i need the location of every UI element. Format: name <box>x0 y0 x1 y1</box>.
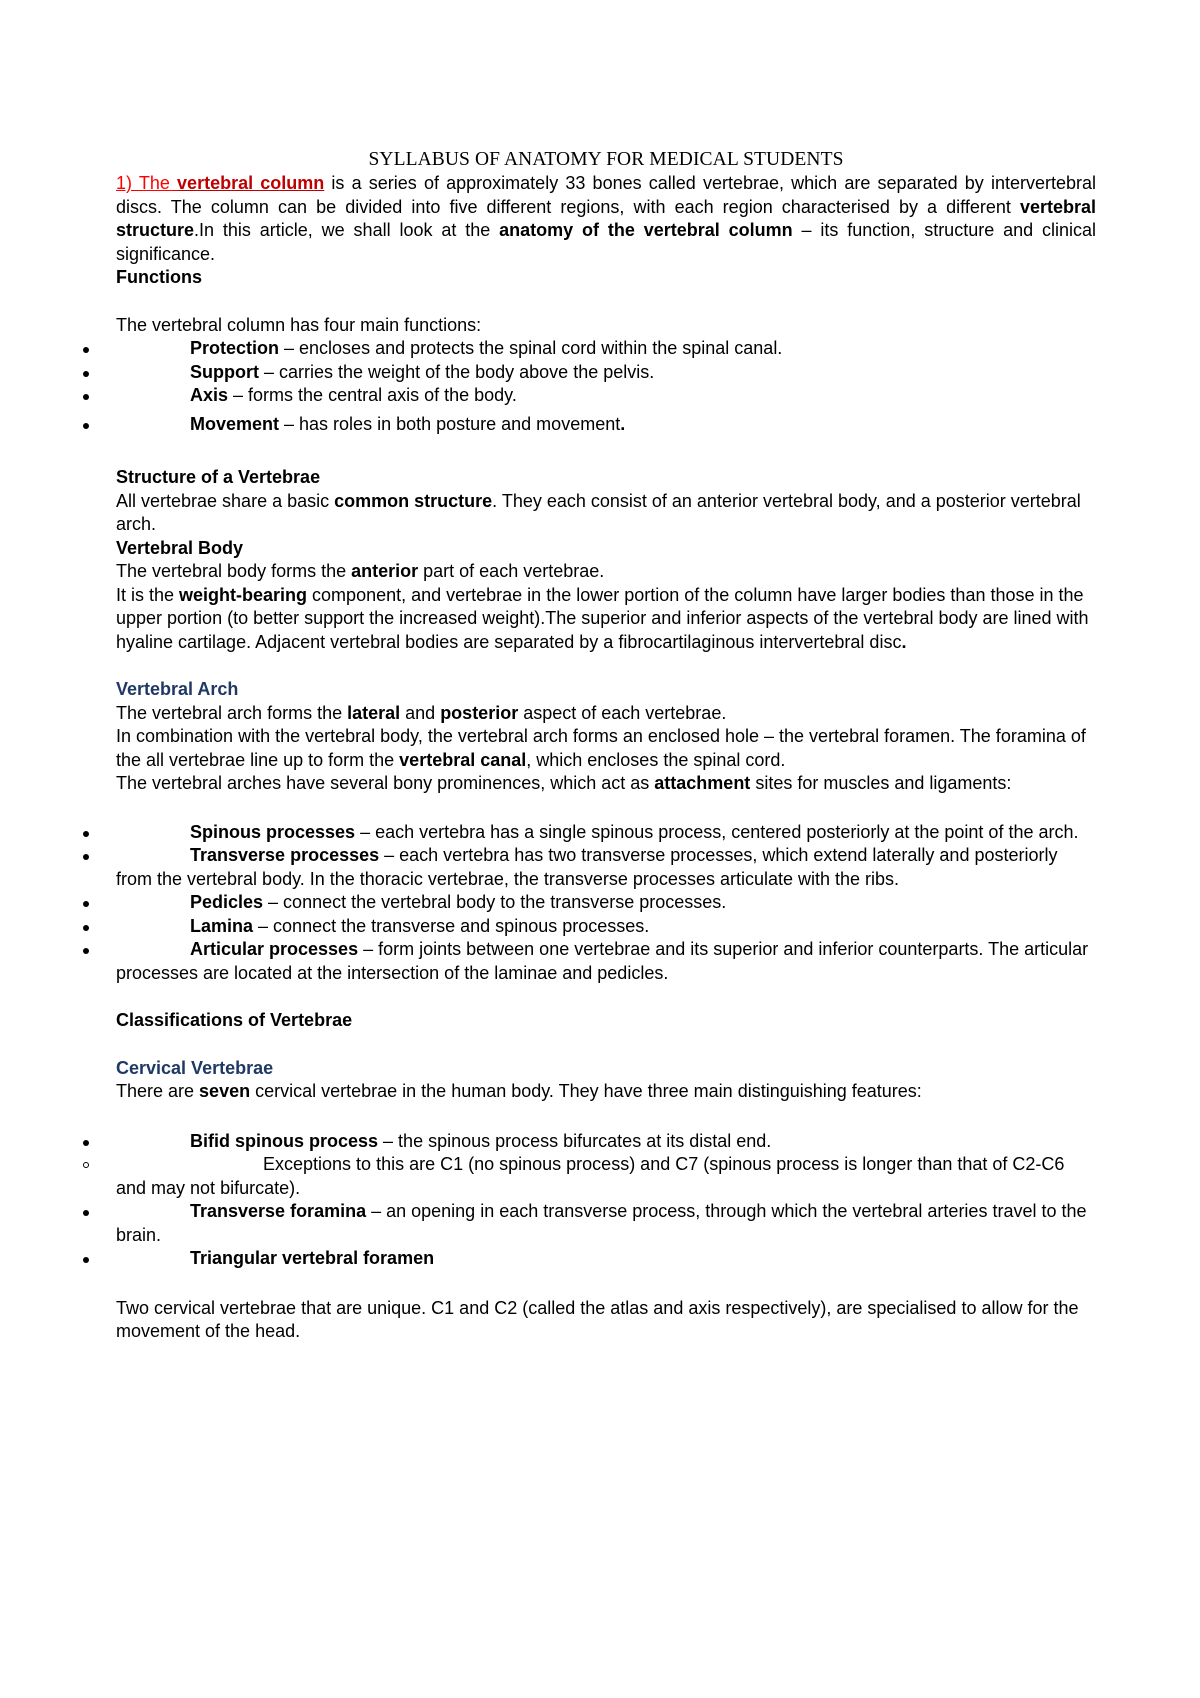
text: cervical vertebrae in the human body. They have three main distinguishing features: <box>250 1081 922 1101</box>
item-text: – forms the central axis of the body. <box>228 385 517 405</box>
item-text: Exceptions to this are C1 (no spinous process) and C7 (spinous process is longer than that of C2-C6 and may not bifurcate). <box>116 1154 1065 1198</box>
item-text: – the spinous process bifurcates at its distal end. <box>378 1130 772 1151</box>
text: , which encloses the spinal cord. <box>526 749 786 770</box>
cervical-heading: Cervical Vertebrae <box>116 1057 274 1078</box>
functions-heading: Functions <box>116 267 202 287</box>
bold-text: posterior <box>440 702 519 723</box>
bold-text: anterior <box>351 561 419 581</box>
item-text: – has roles in both posture and movement <box>279 413 621 434</box>
spacer <box>116 1271 1096 1297</box>
item-term: Support <box>190 361 259 382</box>
spacer <box>116 1104 1096 1130</box>
text: The vertebral arches have several bony prominences, which act as <box>116 773 655 793</box>
item-end: . <box>620 413 626 434</box>
text: The vertebral arch forms the <box>116 702 348 723</box>
item-term: Triangular vertebral foramen <box>190 1248 435 1268</box>
item-term: Protection <box>190 338 280 358</box>
item-text: – an opening in each transverse process, through which the vertebral arteries travel to the brain. <box>116 1201 1087 1245</box>
intro-text-3: – its function, structure and clinical significance. <box>116 220 1096 264</box>
structure-bold-1: common structure <box>334 490 493 511</box>
cervical-closing-paragraph: Two cervical vertebrae that are unique. C1 and C2 (called the atlas and axis respectively), are specialised to allow for the movement of the head. <box>116 1297 1079 1341</box>
list-item <box>116 413 1096 437</box>
text: There are <box>116 1081 200 1101</box>
intro-term: vertebral column <box>177 173 325 193</box>
spacer <box>116 654 1096 678</box>
body-paragraph-1 <box>116 560 1096 584</box>
item-term: Axis <box>190 385 229 405</box>
classifications-heading: Classifications of Vertebrae <box>116 1010 353 1030</box>
functions-lead: The vertebral column has four main functions: <box>116 314 482 335</box>
list-item <box>116 361 1096 385</box>
list-item <box>116 1247 1096 1271</box>
spacer <box>116 985 1096 1009</box>
text: part of each vertebrae. <box>418 561 605 581</box>
intro-number: 1) The <box>116 173 178 193</box>
functions-list <box>116 337 1096 436</box>
list-item <box>116 1130 1096 1154</box>
intro-bold-1: vertebral structure <box>116 196 1096 240</box>
arch-heading: Vertebral Arch <box>116 679 239 699</box>
bold-text: vertebral canal <box>399 749 527 770</box>
item-term: Transverse foramina <box>190 1201 367 1221</box>
item-term: Movement <box>190 413 280 434</box>
structure-text-2: . They each consist of an anterior vertebral body, and a posterior vertebral arch. <box>116 490 1081 534</box>
item-text: – form joints between one vertebrae and its superior and inferior counterparts. The articular processes are located at the intersection of the laminae and pedicles. <box>116 939 1089 983</box>
item-text: – connect the vertebral body to the transverse processes. <box>263 892 727 912</box>
arch-paragraph-2 <box>116 725 1096 772</box>
document-content <box>116 148 1096 1344</box>
bold-text: . <box>901 631 907 652</box>
text: component, and vertebrae in the lower portion of the column have larger bodies than those in the upper portion (to better support the increased weight).The superior and inferior aspects of the vertebral body are lined with hyaline cartilage. Adjacent vertebral bodies are separated by a fibrocartilaginous intervertebral disc <box>116 584 1089 652</box>
item-term: Articular processes <box>190 939 359 959</box>
structure-heading: Structure of a Vertebrae <box>116 467 321 487</box>
arch-paragraph-1 <box>116 702 1096 726</box>
text: and <box>400 702 441 723</box>
item-text: – encloses and protects the spinal cord within the spinal canal. <box>279 338 783 358</box>
list-item <box>116 891 1096 915</box>
text: The vertebral body forms the <box>116 561 352 581</box>
body-heading: Vertebral Body <box>116 537 244 558</box>
item-term: Lamina <box>190 915 254 936</box>
structure-paragraph <box>116 490 1096 537</box>
spacer <box>116 436 1096 466</box>
item-term: Bifid spinous process <box>190 1130 379 1151</box>
spacer <box>116 1033 1096 1057</box>
cervical-paragraph <box>116 1080 1096 1104</box>
text: It is the <box>116 584 180 605</box>
bold-text: seven <box>199 1081 251 1101</box>
intro-text-1: is a series of approximately 33 bones called vertebrae, which are separated by intervertebral discs. The column can be divided into five different regions, with each region characterised by a different <box>116 173 1097 217</box>
list-item <box>116 384 1096 408</box>
text: sites for muscles and ligaments: <box>750 773 1012 793</box>
intro-text-2: .In this article, we shall look at the <box>194 220 500 240</box>
bold-text: weight-bearing <box>179 584 308 605</box>
list-item <box>116 844 1096 891</box>
bold-text: attachment <box>654 773 751 793</box>
item-text: – connect the transverse and spinous processes. <box>253 915 650 936</box>
text: aspect of each vertebrae. <box>518 702 727 723</box>
item-term: Transverse processes <box>190 845 380 865</box>
list-item <box>116 915 1096 939</box>
structure-text-1: All vertebrae share a basic <box>116 490 335 511</box>
item-term: Spinous processes <box>190 821 356 842</box>
intro-bold-2: anatomy of the vertebral column <box>499 220 793 240</box>
list-item <box>116 337 1096 361</box>
arch-paragraph-3 <box>116 772 1096 796</box>
item-term: Pedicles <box>190 892 264 912</box>
spacer <box>116 290 1096 314</box>
item-text: – each vertebra has a single spinous process, centered posteriorly at the point of the arch. <box>355 821 1079 842</box>
body-paragraph-2 <box>116 584 1096 655</box>
list-item <box>116 1200 1096 1247</box>
cervical-features-list <box>116 1130 1096 1271</box>
arch-processes-list <box>116 821 1096 986</box>
list-item <box>116 938 1096 985</box>
item-text: – each vertebra has two transverse processes, which extend laterally and posteriorly from the vertebral body. In the thoracic vertebrae, the transverse processes articulate with the ribs. <box>116 845 1058 889</box>
text: In combination with the vertebral body, the vertebral arch forms an enclosed hole – the vertebral foramen. The foramina of the all vertebrae line up to form the <box>116 726 1086 770</box>
intro-paragraph <box>116 172 1096 266</box>
bold-text: lateral <box>347 702 401 723</box>
list-item <box>116 821 1096 845</box>
item-text: – carries the weight of the body above the pelvis. <box>259 361 655 382</box>
page-title: SYLLABUS OF ANATOMY FOR MEDICAL STUDENTS <box>368 149 844 170</box>
spacer <box>116 796 1096 821</box>
sub-list-item <box>116 1153 1096 1200</box>
